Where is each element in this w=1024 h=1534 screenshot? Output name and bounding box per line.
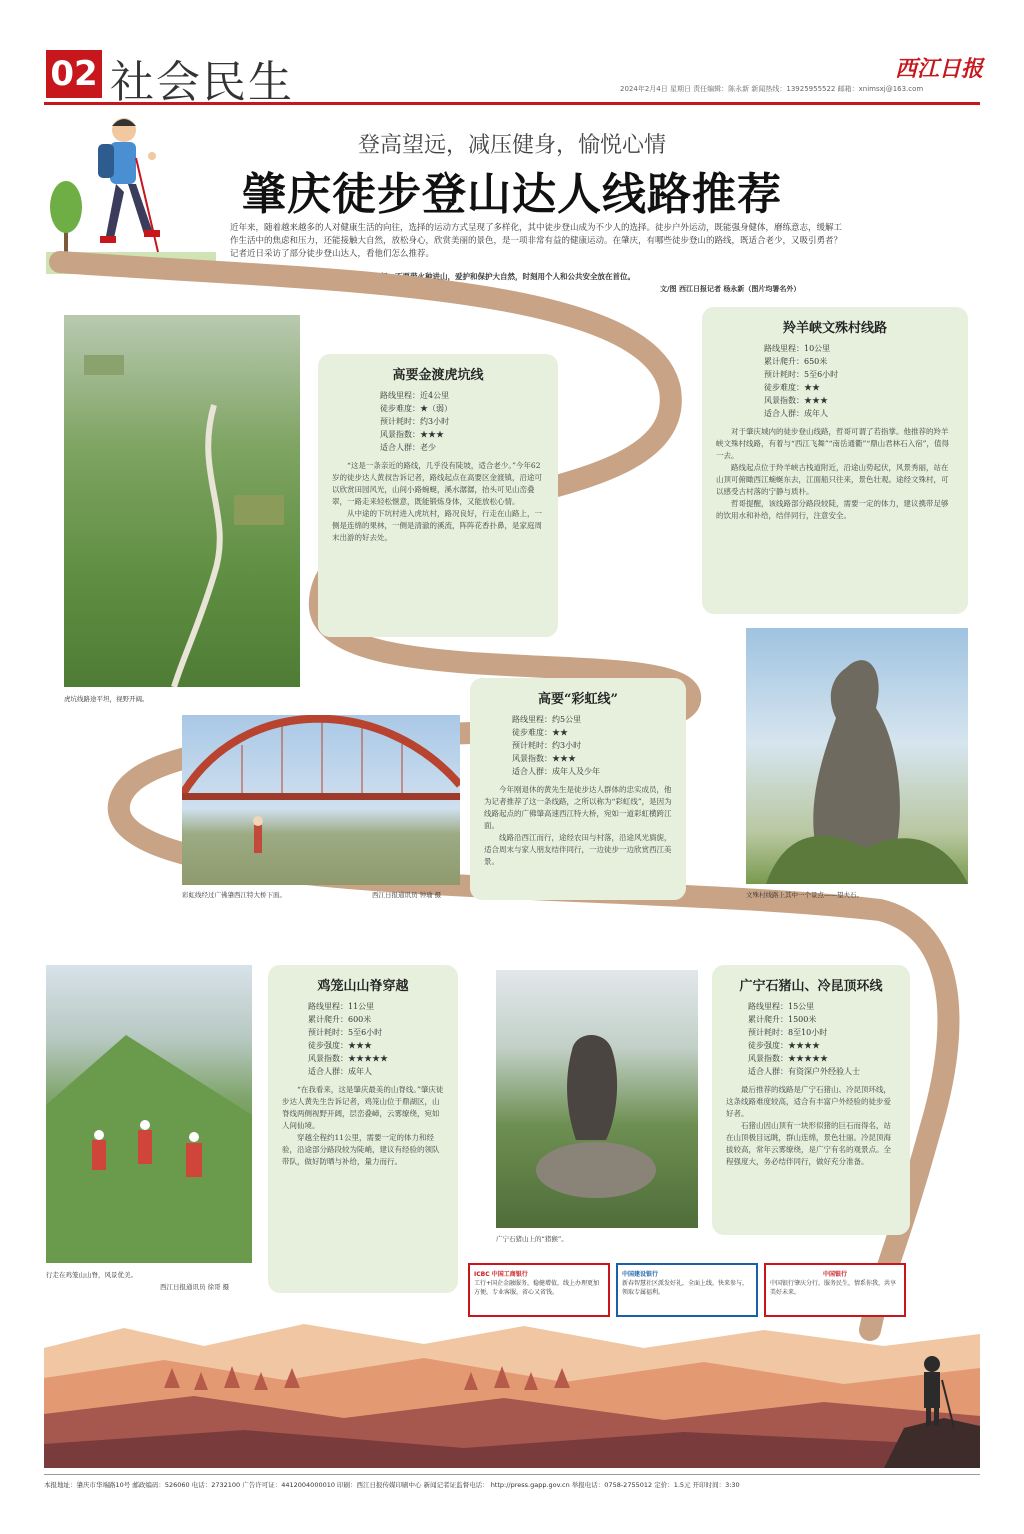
info-distance: 路线里程：11公里	[308, 1002, 375, 1011]
route-body: 哲哥提醒，该线路部分路段较陡，需要一定的体力，建议携带足够的饮用水和补给，结伴同行，注意安全。	[716, 499, 949, 520]
info-duration: 预计耗时：5至6小时	[764, 370, 839, 379]
ad-text: 中国银行肇庆分行，服务民生，情系你我，共享美好未来。	[770, 1280, 897, 1296]
info-audience: 适合人群：成年人及少年	[512, 767, 600, 776]
route-card-rainbow	[470, 678, 686, 900]
route-body: 穿越全程约11公里，需要一定的体力和经验，沿途部分路段较为陡峭，建议有经验的领队带队，做好防晒与补给，量力而行。	[282, 1133, 440, 1166]
section-title: 社会民生	[110, 57, 294, 108]
photo-caption: 行走在鸡笼山山脊，风景优美。	[46, 1271, 137, 1279]
route-info	[764, 342, 954, 420]
route-body: “这是一条亲近的路线，几乎没有陡坡，适合老少。”今年62岁的徒步达人黄叔告诉记者，路线起点在高要区金渡镇，沿途可以欣赏田园风光，山间小路蜿蜒，溪水潺潺，抬头可见山峦叠翠，一路走来轻松惬意，既能锻炼身体，又能放松心情。	[332, 461, 542, 506]
photo-rainbow-bridge	[182, 715, 460, 885]
info-scenery: 风景指数：★★★	[380, 430, 444, 439]
photo-jindu-hukeng	[64, 315, 300, 687]
photo-caption: 彩虹线经过广佛肇西江特大桥下面。	[182, 891, 286, 899]
info-duration: 预计耗时：5至6小时	[308, 1028, 383, 1037]
route-card-wenshu	[702, 307, 968, 614]
newspaper-logo: 西江日报	[895, 56, 984, 82]
route-body: 今年刚退休的黄先生是徒步达人群体的忠实成员，他为记者推荐了这一条线路，之所以称为“彩虹线”，是因为线路起点的广佛肇高速西江特大桥，宛如一道彩虹横跨江面。	[484, 785, 672, 830]
page-number: 02	[46, 50, 102, 98]
photo-caption: 广宁石猪山上的“猪猴”。	[496, 1235, 568, 1243]
photo-credit: 西江日报通讯员 钟瑜 摄	[372, 891, 442, 899]
photo-jilong-ridge	[46, 965, 252, 1263]
route-title: 鸡笼山山脊穿越	[317, 979, 409, 994]
route-body: 路线起点位于羚羊峡古栈道附近，沿途山势起伏，风景秀丽，站在山顶可俯瞰西江蜿蜒东去，江面船只往来，景色壮观。途经文殊村，可以感受古村落的宁静与质朴。	[716, 463, 949, 496]
photo-wangfu-rock	[746, 628, 968, 884]
route-body: 从中途的下坑村进入虎坑村，路况良好，行走在山路上，一侧是连绵的果林，一侧是清澈的溪流，阵阵花香扑鼻，是家庭周末出游的好去处。	[332, 509, 542, 542]
info-duration: 预计耗时：约3小时	[512, 741, 582, 750]
byline: 文/图 西江日报记者 杨永新（图片均署名外）	[660, 285, 801, 293]
mountain-landscape	[44, 1318, 980, 1468]
footer-info: 本报地址：肇庆市华端路10号 邮政编码：526060 电话：2732100 广告许可证：4412004000010 印刷：西江日报传媒印刷中心 新闻记者证监督电话： http://press.gapp.gov.cn 举报电话：0758-2755012 定价：1.5元 开印时间：3:30	[44, 1474, 980, 1489]
info-climb: 累计爬升：1500米	[748, 1015, 817, 1024]
photo-credit: 西江日报通讯员 徐哥 摄	[160, 1283, 230, 1291]
photo-caption: 虎坑线路途平坦，视野开阔。	[64, 695, 149, 703]
info-intensity: 徒步强度：★★★	[308, 1041, 372, 1050]
info-duration: 预计耗时：约3小时	[380, 417, 450, 426]
info-intensity: 徒步强度：★★★★	[748, 1041, 820, 1050]
headline-title: 肇庆徒步登山达人线路推荐	[242, 169, 782, 220]
route-body: 线路沿西江而行，途经农田与村落，沿途风光旖旎，适合周末与家人朋友结伴同行，一边徒步一边欣赏西江美景。	[484, 833, 672, 866]
route-body: 对于肇庆城内的徒步登山线路，哲哥可谓了若指掌。他推荐的羚羊峡文殊村线路，有着与“西江飞舞”“南岳通衢”“鼎山君林石入宿”，值得一去。	[716, 427, 950, 460]
route-title: 羚羊峡文殊村线路	[782, 321, 887, 336]
route-body: 石猪山因山顶有一块形似猪的巨石而得名，站在山顶极目远眺，群山连绵，景色壮丽。冷昆顶海拔较高，常年云雾缭绕，是广宁有名的观景点。全程强度大，务必结伴同行，做好充分准备。	[726, 1121, 891, 1166]
intro-paragraph: 近年来，随着越来越多的人对健康生活的向往，选择的运动方式呈现了多样化，其中徒步登山成为不少人的选择。徒步户外运动，既能强身健体，磨练意志，缓解工作生活中的焦虑和压力，还能接触大自然，放松身心，欣赏美丽的景色，是一项非常有益的健康运动。在肇庆，有哪些徒步登山的路线，既适合老少，又吸引勇者？记者近日采访了部分徒步登山达人，看他们怎么推荐。	[230, 223, 843, 259]
route-title: 高要“彩虹线”	[538, 692, 618, 707]
route-info	[380, 389, 544, 454]
info-difficulty: 徒步难度：★（弱）	[380, 404, 452, 413]
info-scenery: 风景指数：★★★★★	[308, 1054, 388, 1063]
info-climb: 累计爬升：650米	[764, 357, 828, 366]
ad-brand: 中国建设银行	[622, 1271, 659, 1278]
info-scenery: 风景指数：★★★	[512, 754, 576, 763]
masthead-info: 2024年2月4日 星期日 责任编辑：陈永新 新闻热线：13925955522 邮箱：xnimsxj@163.com	[620, 85, 924, 93]
info-climb: 累计爬升：600米	[308, 1015, 372, 1024]
info-scenery: 风景指数：★★★★★	[748, 1054, 828, 1063]
ad-brand: ICBC 中国工商银行	[474, 1271, 528, 1278]
route-info	[512, 713, 672, 778]
info-scenery: 风景指数：★★★	[764, 396, 828, 405]
route-body: 最后推荐的线路是广宁石猪山、冷昆顶环线，这条线路难度较高，适合有丰富户外经验的徒步爱好者。	[726, 1085, 891, 1118]
route-title: 广宁石猪山、冷昆顶环线	[739, 979, 883, 994]
info-difficulty: 徒步难度：★★	[512, 728, 568, 737]
route-body: “在我看来，这是肇庆最美的山脊线。”肇庆徒步达人黄先生告诉记者，鸡笼山位于鼎湖区，山脊线两侧视野开阔，层峦叠嶂，云雾缭绕，宛如人间仙境。	[282, 1085, 444, 1130]
route-card-shizhu	[712, 965, 910, 1235]
route-card-jindu	[318, 354, 558, 637]
ad-boc[interactable]	[764, 1263, 906, 1317]
info-distance: 路线里程：10公里	[764, 344, 831, 353]
safety-tip: 特别提醒：无论什么时候，徒步登山需量力而行，不要带火种进山，爱护和保护大自然，时刻用个人和公共安全放在首位。	[230, 272, 635, 281]
ad-text: 工行+国企金融服务，稳健增值，线上办理更加方便，专业客服，省心又省钱。	[474, 1280, 600, 1296]
ad-ccb[interactable]	[616, 1263, 758, 1317]
info-audience: 适合人群：成年人	[308, 1067, 372, 1076]
info-distance: 路线里程：15公里	[748, 1002, 815, 1011]
route-title: 高要金渡虎坑线	[392, 368, 484, 383]
ad-brand: 中国银行	[822, 1271, 847, 1278]
ad-text: 新春智慧社区派发好礼，全面上线，快来参与，领取专属福利。	[622, 1280, 749, 1296]
info-audience: 适合人群：有资深户外经验人士	[748, 1067, 860, 1076]
route-info	[748, 1000, 896, 1078]
route-card-jilong	[268, 965, 458, 1293]
info-duration: 预计耗时：8至10小时	[748, 1028, 828, 1037]
info-difficulty: 徒步难度：★★	[764, 383, 820, 392]
info-audience: 适合人群：成年人	[764, 409, 828, 418]
photo-caption: 文殊村线路上其中一个景点——望夫石。	[746, 891, 863, 899]
info-distance: 路线里程：约5公里	[512, 715, 582, 724]
ad-icbc[interactable]	[468, 1263, 610, 1317]
headline-subtitle: 登高望远，减压健身，愉悦心情	[357, 133, 666, 158]
info-distance: 路线里程：近4公里	[380, 391, 450, 400]
route-info	[308, 1000, 444, 1078]
photo-shizhu-rock	[496, 970, 698, 1228]
info-audience: 适合人群：老少	[380, 443, 436, 452]
